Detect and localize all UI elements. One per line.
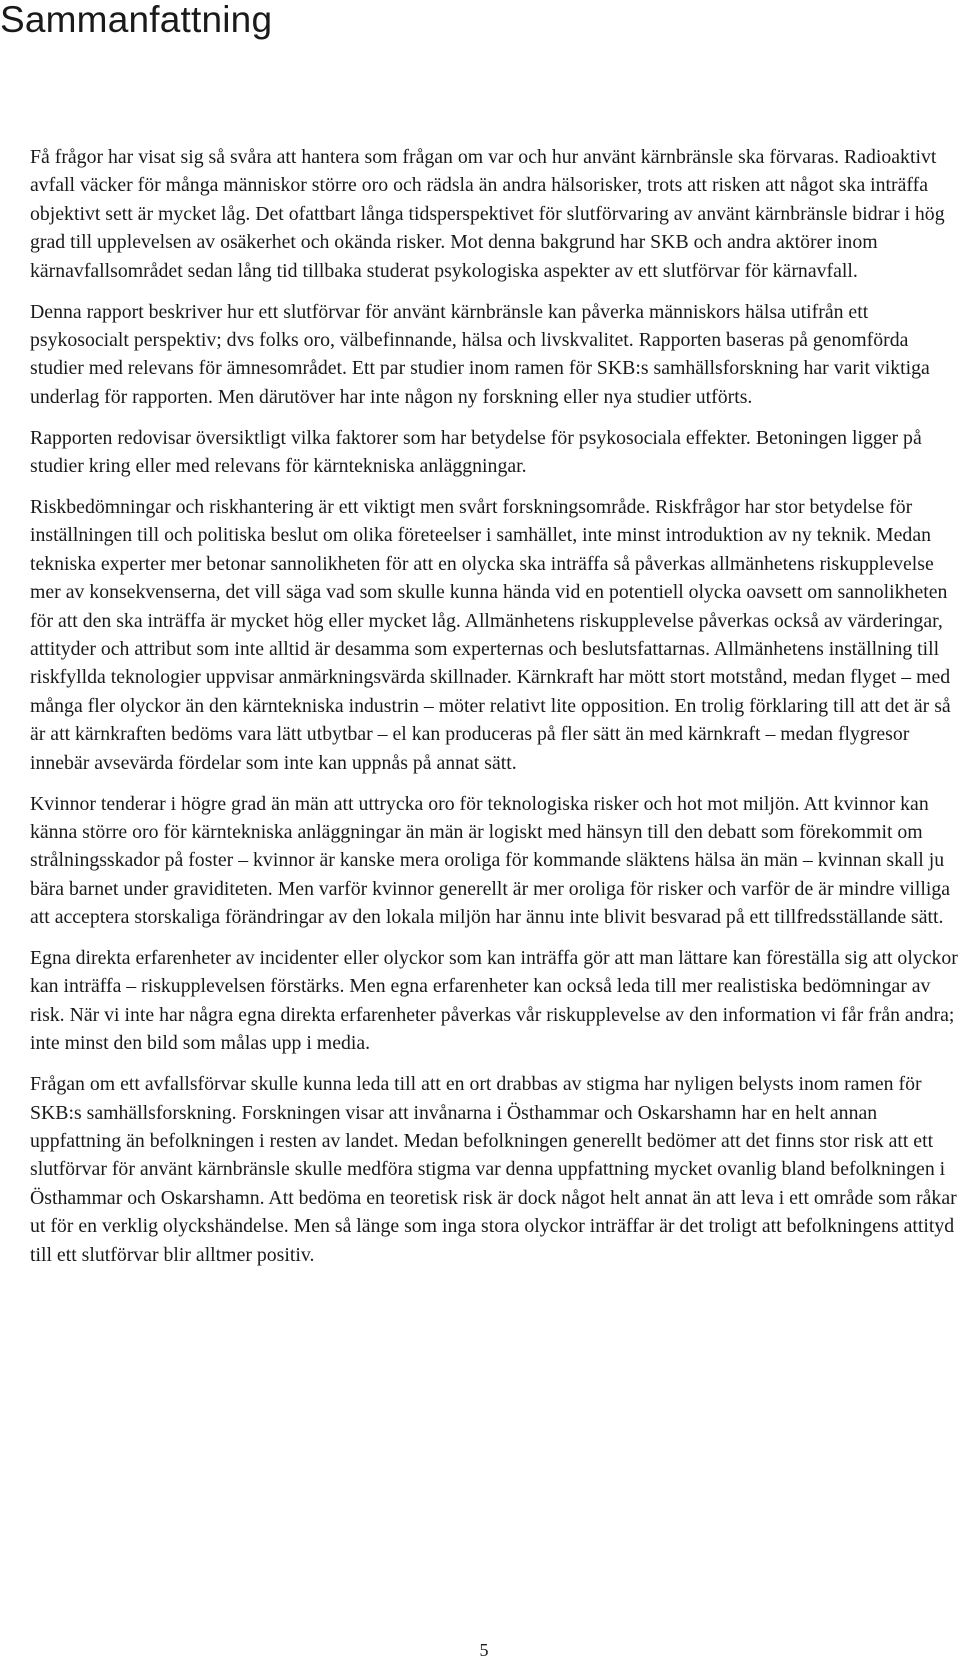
paragraph-stigma: Frågan om ett avfallsförvar skulle kunna leda till att en ort drabbas av stigma har nyligen belysts inom ramen för SKB:s samhällsforskning. Forskningen visar att invånarna i Östhammar och Oskarshamn har en helt annan uppfattning än befolkningen i resten av landet. Medan befolkningen generellt bedömer att det finns stor risk att ett slutförvar för använt kärnbränsle skulle medföra stigma var denna uppfattning mycket ovanlig bland befolkningen i Östhammar och Oskarshamn. Att bedöma en teoretisk risk är dock något helt annat än att leva i ett område som råkar ut för en verklig olyckshändelse. Men så länge som inga stora olyckor inträffar är det troligt att befolkningens attityd till ett slutförvar blir alltmer positiv. <box>30 1073 957 1266</box>
paragraph-risk-assessment: Riskbedömningar och riskhantering är ett viktigt men svårt forskningsområde. Riskfrågor har stor betydelse för inställningen till och politiska beslut om olika företeelser i samhället, inte minst introduktion av ny teknik. Medan tekniska experter mer betonar sannolikheten för att en olycka ska inträffa så påverkas allmänhetens riskupplevelse mer av konsekvenserna, det vill säga vad som skulle kunna hända vid en potentiell olycka oavsett om sannolikheten för att den ska inträffa är mycket hög eller mycket låg. Allmänhetens riskupplevelse påverkas också av värderingar, attityder och attribut som inte alltid är desamma som experternas och beslutsfattarnas. Allmänhetens inställning till riskfyllda teknologier uppvisar anmärkningsvärda skillnader. Kärnkraft har mött stort motstånd, medan flyget – med många fler olyckor än den kärntekniska industrin – möter relativt lite opposition. En trolig förklaring till att det är så är att kärnkraften bedöms vara lätt utbytbar – el kan produceras på fler sätt än med kärnkraft – medan flygresor innebär avsevärda fördelar som inte kan uppnås på annat sätt. <box>30 495 951 774</box>
summary-body <box>30 143 960 1282</box>
page-title: Sammanfattning <box>0 0 273 40</box>
paragraph-factors: Rapporten redovisar översiktligt vilka faktorer som har betydelse för psykosociala effekter. Betoningen ligger på studier kring eller med relevans för kärntekniska anläggningar. <box>30 426 922 478</box>
page-number-label: 5 <box>479 1640 489 1660</box>
paragraph-intro: Få frågor har visat sig så svåra att hantera som frågan om var och hur använt kärnbränsle ska förvaras. Radioaktivt avfall väcker för många människor större oro och rädsla än andra hälsorisker, trots att risken att något ska inträffa objektivt sett är mycket låg. Det ofattbart långa tidsperspektivet för slutförvaring av använt kärnbränsle bidrar i hög grad till upplevelsen av osäkerhet och okända risker. Mot denna bakgrund har SKB och andra aktörer inom kärnavfallsområdet sedan lång tid tillbaka studerat psykologiska aspekter av ett slutförvar för kärnavfall. <box>30 146 945 282</box>
paragraph-women-concern: Kvinnor tenderar i högre grad än män att uttrycka oro för teknologiska risker och hot mot miljön. Att kvinnor kan känna större oro för kärntekniska anläggningar än män är logiskt med hänsyn till den debatt som förekommit om strålningsskador på foster – kvinnor är kanske mera oroliga för kommande släktens hälsa än män – kvinnan skall ju bära barnet under graviditeten. Men varför kvinnor generellt är mer oroliga för risker och varför de är mindre villiga att acceptera storskaliga förändringar av den lokala miljön har ännu inte blivit besvarad på ett tillfredsställande sätt. <box>30 792 951 929</box>
page-number <box>0 1640 960 1660</box>
paragraph-own-experience: Egna direkta erfarenheter av incidenter eller olyckor som kan inträffa gör att man lättare kan föreställa sig att olyckor kan inträffa – riskupplevelsen förstärks. Men egna erfarenheter kan också leda till mer realistiska bedömningar av risk. När vi inte har några egna direkta erfarenheter påverkas vår riskupplevelse av den information vi får från andra; inte minst den bild som målas upp i media. <box>30 947 958 1055</box>
paragraph-report-scope: Denna rapport beskriver hur ett slutförvar för använt kärnbränsle kan påverka människors hälsa utifrån ett psykosocialt perspektiv; dvs folks oro, välbefinnande, hälsa och livskvalitet. Rapporten baseras på genomförda studier med relevans för ämnesområdet. Ett par studier inom ramen för SKB:s samhällsforskning har varit viktiga underlag för rapporten. Men därutöver har inte någon ny forskning eller nya studier utförts. <box>30 300 930 408</box>
